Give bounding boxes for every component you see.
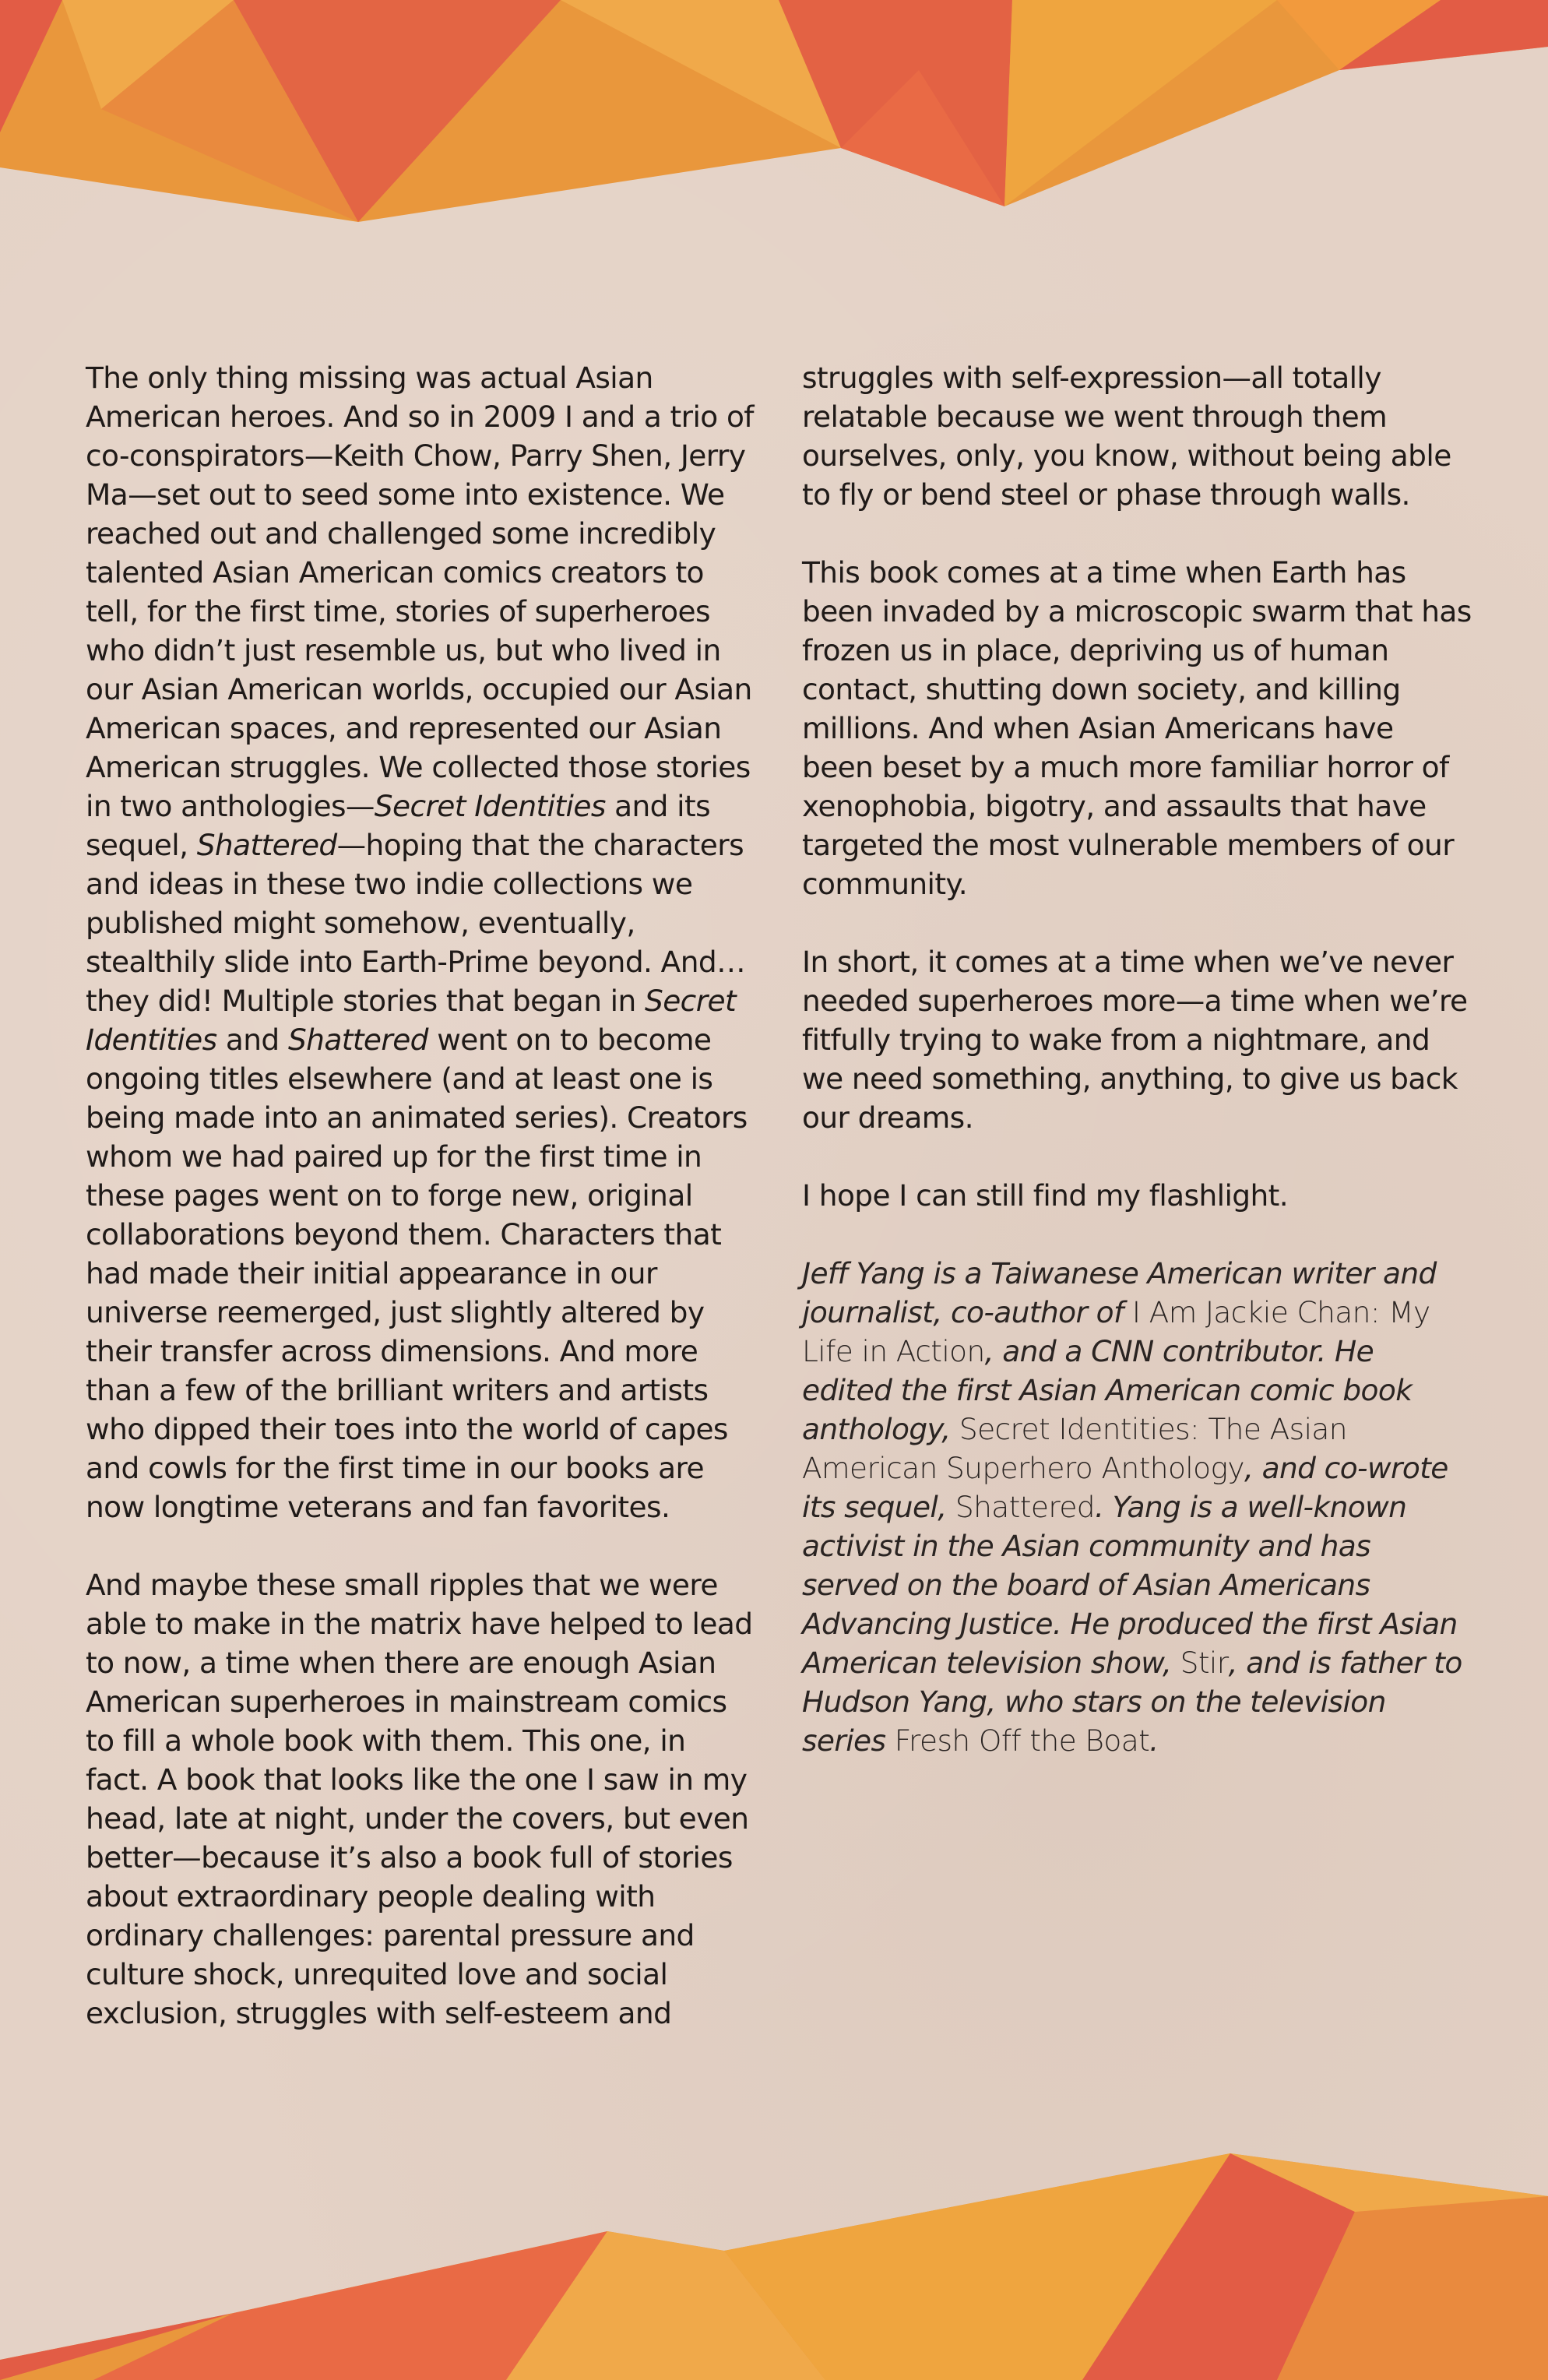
work-title: I Am Jackie Chan: My Life in Action xyxy=(802,1295,1430,1368)
italic-title: Secret Identities xyxy=(86,984,737,1057)
decorative-triangles-top xyxy=(0,0,1548,234)
bio-text: , and co-wrote its sequel, xyxy=(802,1451,1448,1524)
paragraph: In short, it comes at a time when we’ve never needed superheroes more—a time when we’re fitfully trying to wake from a nightmare, and we need something, anything, to give us back our dreams. xyxy=(802,945,1468,1135)
work-title: Shattered xyxy=(955,1490,1095,1524)
paragraph: And maybe these small ripples that we were able to make in the matrix have helped to lead to now, a time when there are enough Asian American superheroes in mainstream comics to fill a whole book with them. This one, in fact. A book that looks like the one I saw in my head, late at night, under the covers, but even better—because it’s also a book full of stories about extraordinary people dealing with ordinary challenges: parental pressure and culture shock, unrequited love and social exclusion, struggles with self-esteem and xyxy=(86,1568,753,2030)
paragraph: I hope I can still find my flashlight. xyxy=(802,1178,1289,1213)
paragraph: The only thing missing was actual Asian American heroes. And so in 2009 I and a trio of co-conspirators—Keith Chow, Parry Shen, Jerry Ma—set out to seed some into existence. We reached out and challenged some incredibly talented Asian American comics creators to tell, for the first time, stories of superheroes who didn’t just resemble us, but who lived in our Asian American worlds, occupied our Asian American spaces, and represented our Asian American struggles. We collected those stories in two anthologies—Secret Identities and its sequel, Shattered—hoping that the characters and ideas in these two indie collections we published might somehow, eventually, stealthily slide into Earth-Prime beyond. And…they did! Multiple stories that began in Secret Identities and Shattered went on to become ongoing titles elsewhere (and at least one is being made into an animated series). Creators whom we had paired up for the first time in these pages went on to forge new, original collaborations beyond them. Characters that had made their initial appearance in our universe reemerged, just slightly altered by their transfer across dimensions. And more than a few of the brilliant writers and artists who dipped their toes into the world of capes and cowls for the first time in our books are now longtime veterans and fan favorites. xyxy=(86,361,754,1524)
italic-title: Shattered xyxy=(287,1023,428,1057)
italic-title: Shattered xyxy=(196,828,337,862)
italic-title: Secret Identities xyxy=(374,789,606,823)
author-bio xyxy=(802,1254,1472,1760)
work-title: Fresh Off the Boat xyxy=(894,1723,1150,1758)
bio-text: . Yang is a well-known activist in the Asian community and has served on the board of Asian Americans Advancing Justice. He produced the first Asian American television show, xyxy=(802,1490,1458,1680)
work-title: Secret Identities: The Asian American Superhero Anthology xyxy=(802,1412,1347,1485)
article-column-right xyxy=(802,358,1472,1760)
bio-text: , and a CNN contributor. He edited the first Asian American comic book anthology, xyxy=(802,1334,1413,1446)
bio-text: . xyxy=(1149,1723,1159,1758)
decorative-triangles-bottom xyxy=(0,2149,1548,2380)
bio-text: , and is father to Hudson Yang, who stars on the television series xyxy=(802,1646,1462,1758)
work-title: Stir xyxy=(1180,1646,1229,1680)
bio-text: Jeff Yang is a Taiwanese American writer and journalist, co-author of xyxy=(802,1256,1437,1329)
paragraph: This book comes at a time when Earth has been invaded by a microscopic swarm that has frozen us in place, depriving us of human contact, shutting down society, and killing millions. And when Asian Americans have been beset by a much more familiar horror of xenophobia, bigotry, and assaults that have targeted the most vulnerable members of our community. xyxy=(802,555,1472,901)
paragraph: struggles with self-expression—all totally relatable because we went through them ourselves, only, you know, without being able to fly or bend steel or phase through walls. xyxy=(802,361,1451,512)
article-column-left xyxy=(86,358,755,2033)
